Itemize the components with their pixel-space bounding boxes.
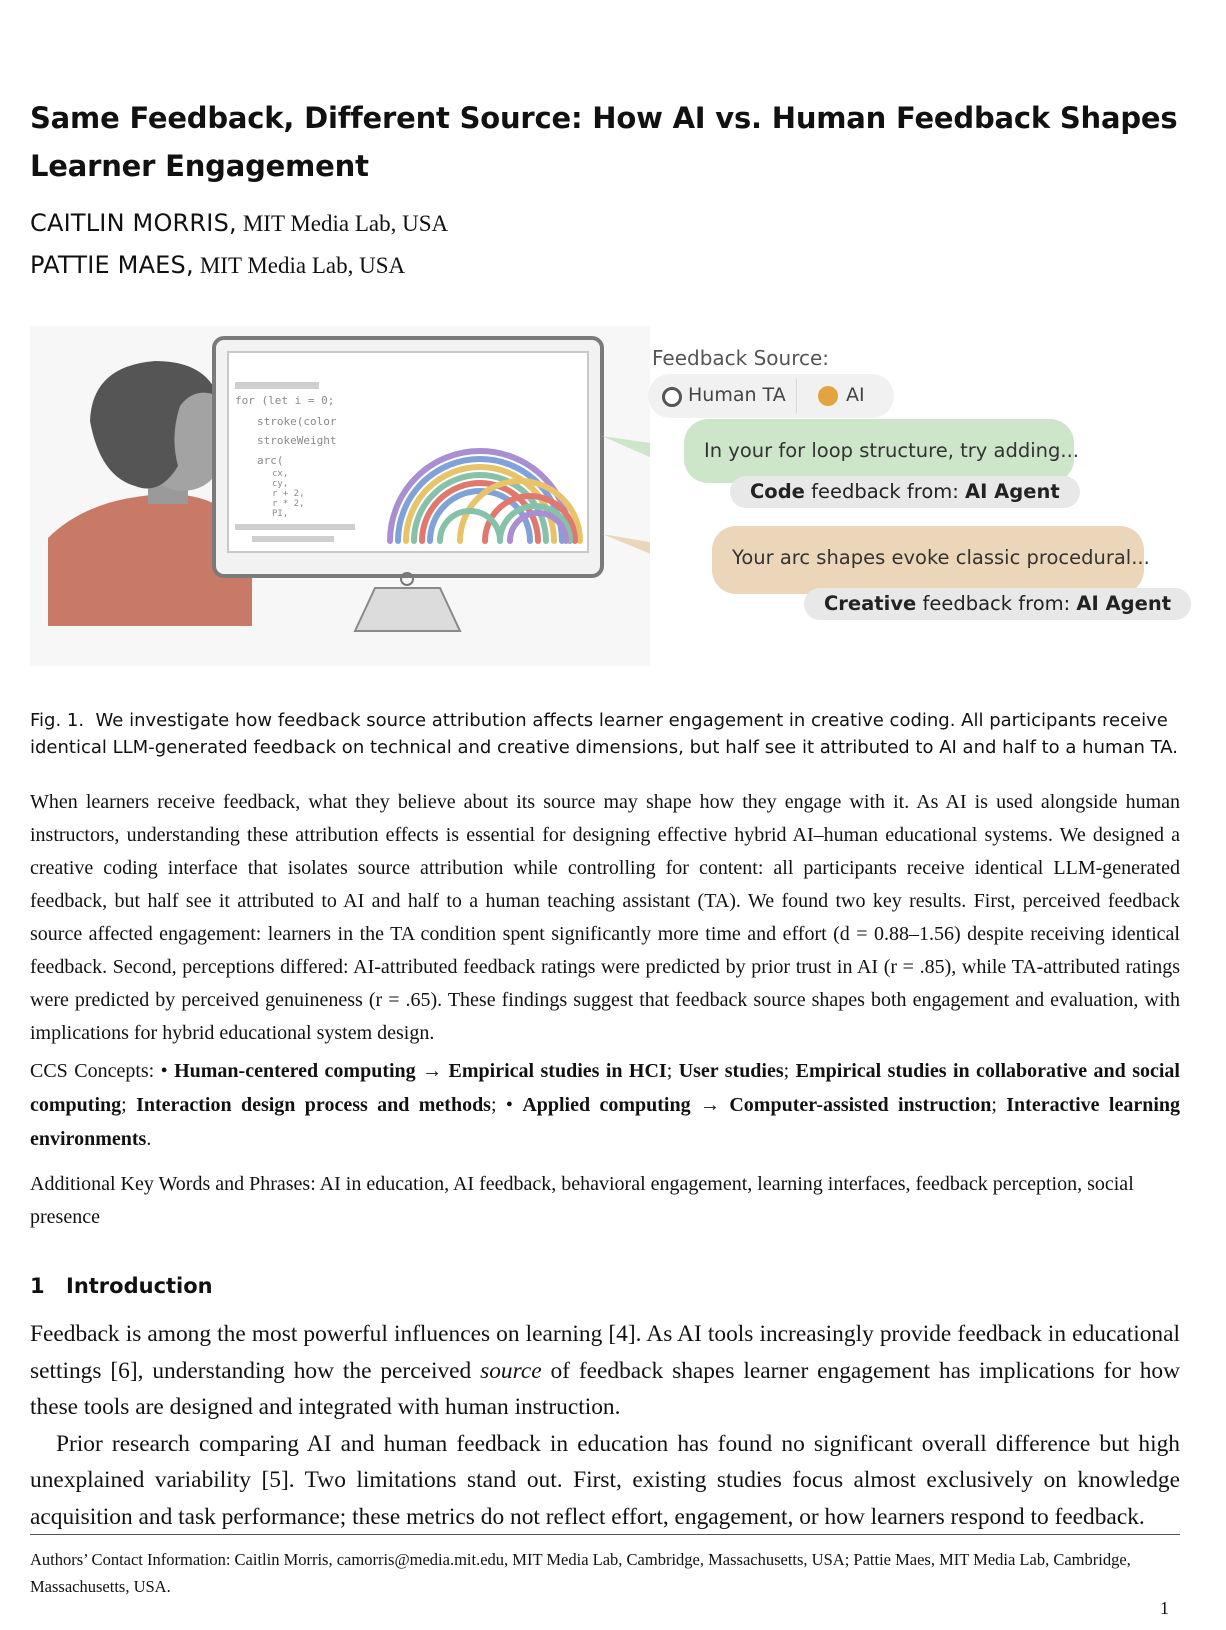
section-title: Introduction xyxy=(66,1274,213,1298)
author-2 xyxy=(30,250,405,281)
code-line: r * 2, xyxy=(272,499,305,509)
ccs-label: CCS Concepts: xyxy=(30,1060,155,1082)
paragraph-text: Feedback is among the most powerful influences on learning [4]. As AI tools increasingly provide feedback in educational settings [6], understanding how the perceived xyxy=(30,1321,1180,1384)
figure-1 xyxy=(30,326,1172,666)
code-feedback-tag xyxy=(730,476,1080,508)
tag-middle: feedback from: xyxy=(922,592,1071,615)
ccs-concept: Empirical studies in collaborative and social computing xyxy=(30,1060,1180,1116)
creative-feedback-text: Your arc shapes evoke classic procedural... xyxy=(732,546,1150,569)
ccs-separator: ; xyxy=(490,1094,497,1116)
ccs-concept: Human-centered computing xyxy=(174,1060,416,1082)
author-contact-footnote: Authors’ Contact Information: Caitlin Morris, camorris@media.mit.edu, MIT Media Lab, Cambridge, Massachusetts, USA; Pattie Maes, MIT Media Lab, Cambridge, Massachusetts, USA. xyxy=(30,1550,1131,1596)
author-affiliation: MIT Media Lab, USA xyxy=(199,253,406,278)
paragraph: Prior research comparing AI and human feedback in education has found no significant overall difference but high unexplained variability [5]. Two limitations stand out. First, existing studies focus almost exclusively on knowledge acquisition and task performance; these metrics do not reflect effort, engagement, or how learners respond to feedback. xyxy=(30,1430,1180,1530)
code-line: PI, xyxy=(272,509,289,519)
section-heading xyxy=(30,1272,213,1300)
ccs-concept: Interactive learning environments xyxy=(30,1094,1181,1150)
code-line: for (let i = 0; xyxy=(235,394,335,407)
ccs-bullet: • xyxy=(505,1094,513,1116)
ccs-arrow: → xyxy=(699,1094,720,1116)
introduction-body xyxy=(30,1316,1180,1535)
toggle-option-human-ta[interactable]: Human TA xyxy=(688,384,786,406)
section-number: 1 xyxy=(30,1274,45,1298)
tag-middle: feedback from: xyxy=(811,480,959,503)
figure-illustration xyxy=(30,326,650,666)
code-placeholder-bar xyxy=(235,382,319,389)
ccs-separator: ; xyxy=(666,1060,673,1082)
caption-text: We investigate how feedback source attribution affects learner engagement in creative coding. All participants receive identical LLM-generated feedback on technical and creative dimensions, but half see it attributed to AI and half to a human TA. xyxy=(30,710,1178,758)
paragraph xyxy=(30,1316,1180,1426)
feedback-source-label: Feedback Source: xyxy=(652,346,830,370)
paper-title: Same Feedback, Different Source: How AI vs. Human Feedback Shapes Learner Engagement xyxy=(30,101,1178,183)
code-line: cx, xyxy=(272,469,289,479)
page-number: 1 xyxy=(1160,1598,1169,1618)
creative-feedback-tag xyxy=(804,588,1191,620)
code-line: cy, xyxy=(272,479,289,489)
emphasis-text: source xyxy=(480,1357,542,1384)
creative-feedback-bubble xyxy=(712,526,1150,594)
ccs-bullet: • xyxy=(160,1060,168,1082)
keywords-text: AI in education, AI feedback, behavioral engagement, learning interfaces, feedback perception, social presence xyxy=(30,1173,1134,1228)
feedback-source-toggle[interactable] xyxy=(648,374,894,418)
code-line: arc( xyxy=(257,454,284,467)
keywords-label: Additional Key Words and Phrases: xyxy=(30,1173,316,1195)
ccs-separator: ; xyxy=(991,1094,997,1116)
ccs-concept: Empirical studies in HCI xyxy=(448,1060,667,1082)
toggle-option-ai[interactable]: AI xyxy=(846,384,865,406)
code-line: stroke(color xyxy=(257,415,337,428)
code-line: strokeWeight xyxy=(257,434,337,447)
abstract: When learners receive feedback, what they believe about its source may shape how they engage with it. As AI is used alongside human instructors, understanding these attribution effects is essential for designing effective hybrid AI–human educational systems. We designed a creative coding interface that isolates source attribution while controlling for content: all participants receive identical LLM-generated feedback, but half see it attributed to AI and half to a human teaching assistant (TA). We found two key results. First, perceived feedback source affected engagement: learners in the TA condition spent significantly more time and effort (d = 0.88–1.56) despite receiving identical feedback. Second, perceptions differed: AI-attributed feedback ratings were predicted by prior trust in AI (r = .85), while TA-attributed ratings were predicted by perceived genuineness (r = .65). These findings suggest that feedback source shapes both engagement and evaluation, with implications for hybrid educational system design. xyxy=(30,791,1180,1044)
ccs-separator: ; xyxy=(121,1094,127,1116)
tag-source: AI Agent xyxy=(965,480,1060,503)
keywords xyxy=(30,1168,1180,1234)
code-feedback-bubble xyxy=(684,419,1079,483)
ccs-concept: Computer-assisted instruction xyxy=(729,1094,992,1116)
code-line: r + 2, xyxy=(272,489,305,499)
author-name: PATTIE MAES, xyxy=(30,251,194,279)
code-feedback-text: In your for loop structure, try adding... xyxy=(704,439,1079,462)
ccs-concept: Applied computing xyxy=(522,1094,691,1116)
tag-source: AI Agent xyxy=(1076,592,1172,615)
toggle-divider xyxy=(796,378,797,414)
code-placeholder-bar xyxy=(235,524,355,530)
author-affiliation: MIT Media Lab, USA xyxy=(242,211,449,236)
footnote-divider xyxy=(30,1534,1180,1535)
ccs-concept: User studies xyxy=(678,1060,784,1082)
tag-kind: Creative xyxy=(824,592,917,615)
ccs-separator: ; xyxy=(783,1060,790,1082)
paragraph-text: of feedback shapes learner engagement has implications for how these tools are designed and integrated with human instruction. xyxy=(30,1357,1180,1420)
author-1 xyxy=(30,208,448,239)
figure-caption xyxy=(30,707,1180,761)
ccs-arrow: → xyxy=(422,1060,443,1082)
ccs-concept: Interaction design process and methods xyxy=(136,1094,491,1116)
ccs-concepts xyxy=(30,1054,1180,1156)
ccs-end: . xyxy=(146,1128,152,1150)
code-placeholder-bar xyxy=(252,536,334,542)
tag-kind: Code xyxy=(750,480,805,503)
author-name: CAITLIN MORRIS, xyxy=(30,209,237,237)
caption-label: Fig. 1. xyxy=(30,710,85,731)
radio-selected-icon[interactable] xyxy=(818,386,838,406)
radio-unselected-icon[interactable] xyxy=(662,387,682,407)
